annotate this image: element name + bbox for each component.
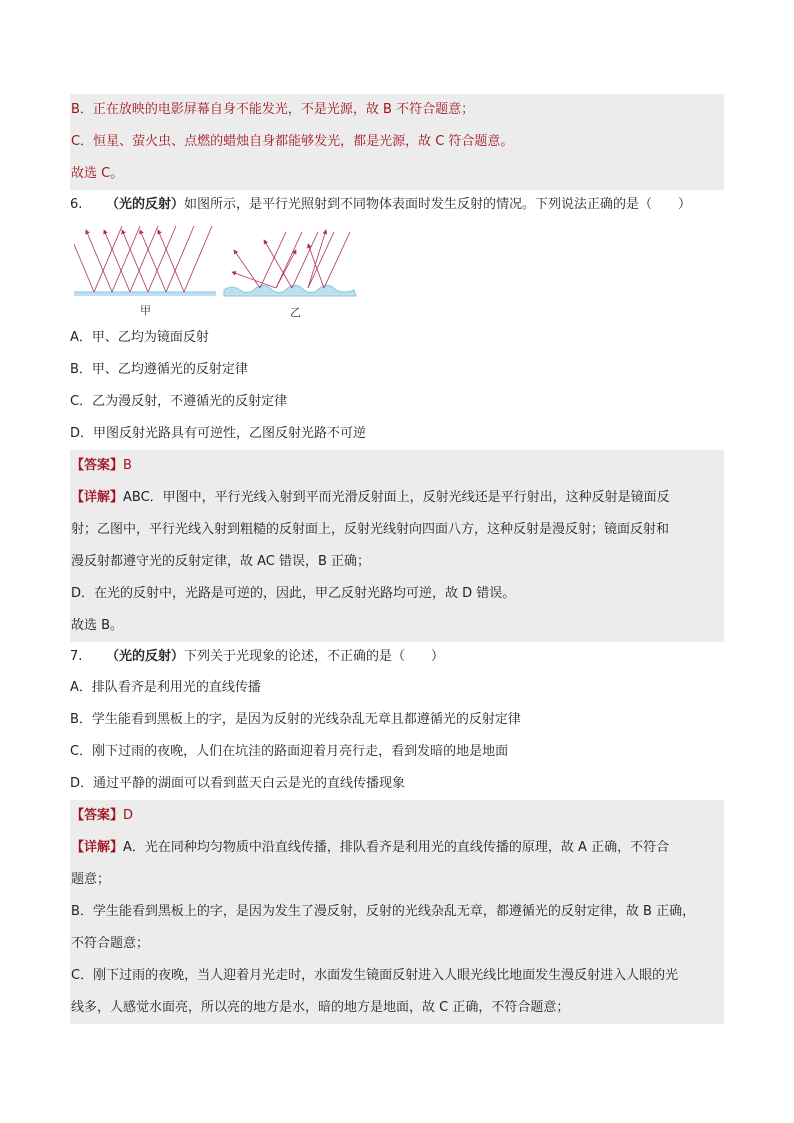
question-number: 7. (70, 649, 83, 664)
answer-line (70, 450, 724, 482)
answer-value: D (123, 808, 134, 823)
answer-value: B (123, 458, 132, 473)
q7-answer-block (70, 800, 724, 1024)
detail-text: ABC．甲图中，平行光线入射到平而光滑反射面上，反射光线还是平行射出，这种反射是镜面反 (123, 490, 670, 505)
detail-line: C．刚下过雨的夜晚，当人迎着月光走时，水面发生镜面反射进入人眼光线比地面发生漫反射进入人眼的光 (71, 968, 679, 983)
detail-line: 漫反射都遵守光的反射定律，故 AC 错误，B 正确； (71, 554, 371, 569)
option-b: B．甲、乙均遵循光的反射定律 (70, 362, 248, 377)
question-tag: （光的反射） (106, 197, 185, 212)
detail-line: B．学生能看到黑板上的字，是因为发生了漫反射，反射的光线杂乱无章，都遵循光的反射定律，故 B 正确， (71, 904, 696, 919)
option-d: D．甲图反射光路具有可逆性，乙图反射光路不可逆 (70, 426, 367, 441)
question-text: 下列关于光现象的论述，不正确的是（ ） (184, 649, 445, 664)
option-a: A．排队看齐是利用光的直线传播 (70, 680, 261, 695)
figure-label-yi: 乙 (290, 306, 301, 319)
option-c: C．刚下过雨的夜晚，人们在坑洼的路面迎着月亮行走，看到发暗的地是地面 (70, 744, 509, 759)
question-6-stem (70, 190, 724, 220)
answer-label: 【答案】 (71, 458, 124, 473)
option-c: C．乙为漫反射，不遵循光的反射定律 (70, 394, 288, 409)
answer-line (70, 800, 724, 832)
question-7-stem (70, 642, 724, 672)
detail-line: 题意； (71, 872, 111, 887)
solution-line: B．正在放映的电影屏幕自身不能发光，不是光源，故 B 不符合题意； (71, 102, 475, 117)
prev-solution-block (70, 94, 724, 190)
document-page (70, 94, 724, 1024)
detail-line: 线多，人感觉水面亮，所以亮的地方是水，暗的地方是地面，故 C 正确，不符合题意； (71, 1000, 570, 1015)
solution-line: C．恒星、萤火虫、点燃的蜡烛自身都能够发光，都是光源，故 C 符合题意。 (71, 134, 514, 149)
detail-line (70, 832, 724, 864)
detail-line: 故选 B。 (71, 618, 124, 633)
option-d: D．通过平静的湖面可以看到蓝天白云是光的直线传播现象 (70, 776, 406, 791)
solution-line: 故选 C。 (71, 166, 124, 181)
figure-yi-diffuse (224, 230, 356, 296)
reflection-figure (70, 220, 724, 322)
detail-label: 【详解】 (71, 490, 124, 505)
detail-line: 射；乙图中，平行光线入射到粗糙的反射面上，反射光线射向四面八方，这种反射是漫反射；镜面反射和 (71, 522, 670, 537)
option-a: A．甲、乙均为镜面反射 (70, 330, 209, 345)
figure-label-jia: 甲 (140, 304, 151, 317)
question-text: 如图所示，是平行光照射到不同物体表面时发生反射的情况。下列说法正确的是（ ） (184, 197, 692, 212)
detail-line: 不符合题意； (71, 936, 150, 951)
detail-line: D．在光的反射中，光路是可逆的，因此，甲乙反射光路均可逆，故 D 错误。 (71, 586, 516, 601)
reflection-diagram (74, 220, 374, 320)
detail-label: 【详解】 (71, 840, 124, 855)
figure-jia-specular (74, 226, 216, 296)
answer-label: 【答案】 (71, 808, 124, 823)
question-tag: （光的反射） (106, 649, 185, 664)
q6-answer-block (70, 450, 724, 642)
detail-line (70, 482, 724, 514)
question-number: 6. (70, 197, 83, 212)
detail-text: A．光在同种均匀物质中沿直线传播，排队看齐是利用光的直线传播的原理，故 A 正确，不符合 (123, 840, 670, 855)
option-b: B．学生能看到黑板上的字，是因为反射的光线杂乱无章且都遵循光的反射定律 (70, 712, 521, 727)
